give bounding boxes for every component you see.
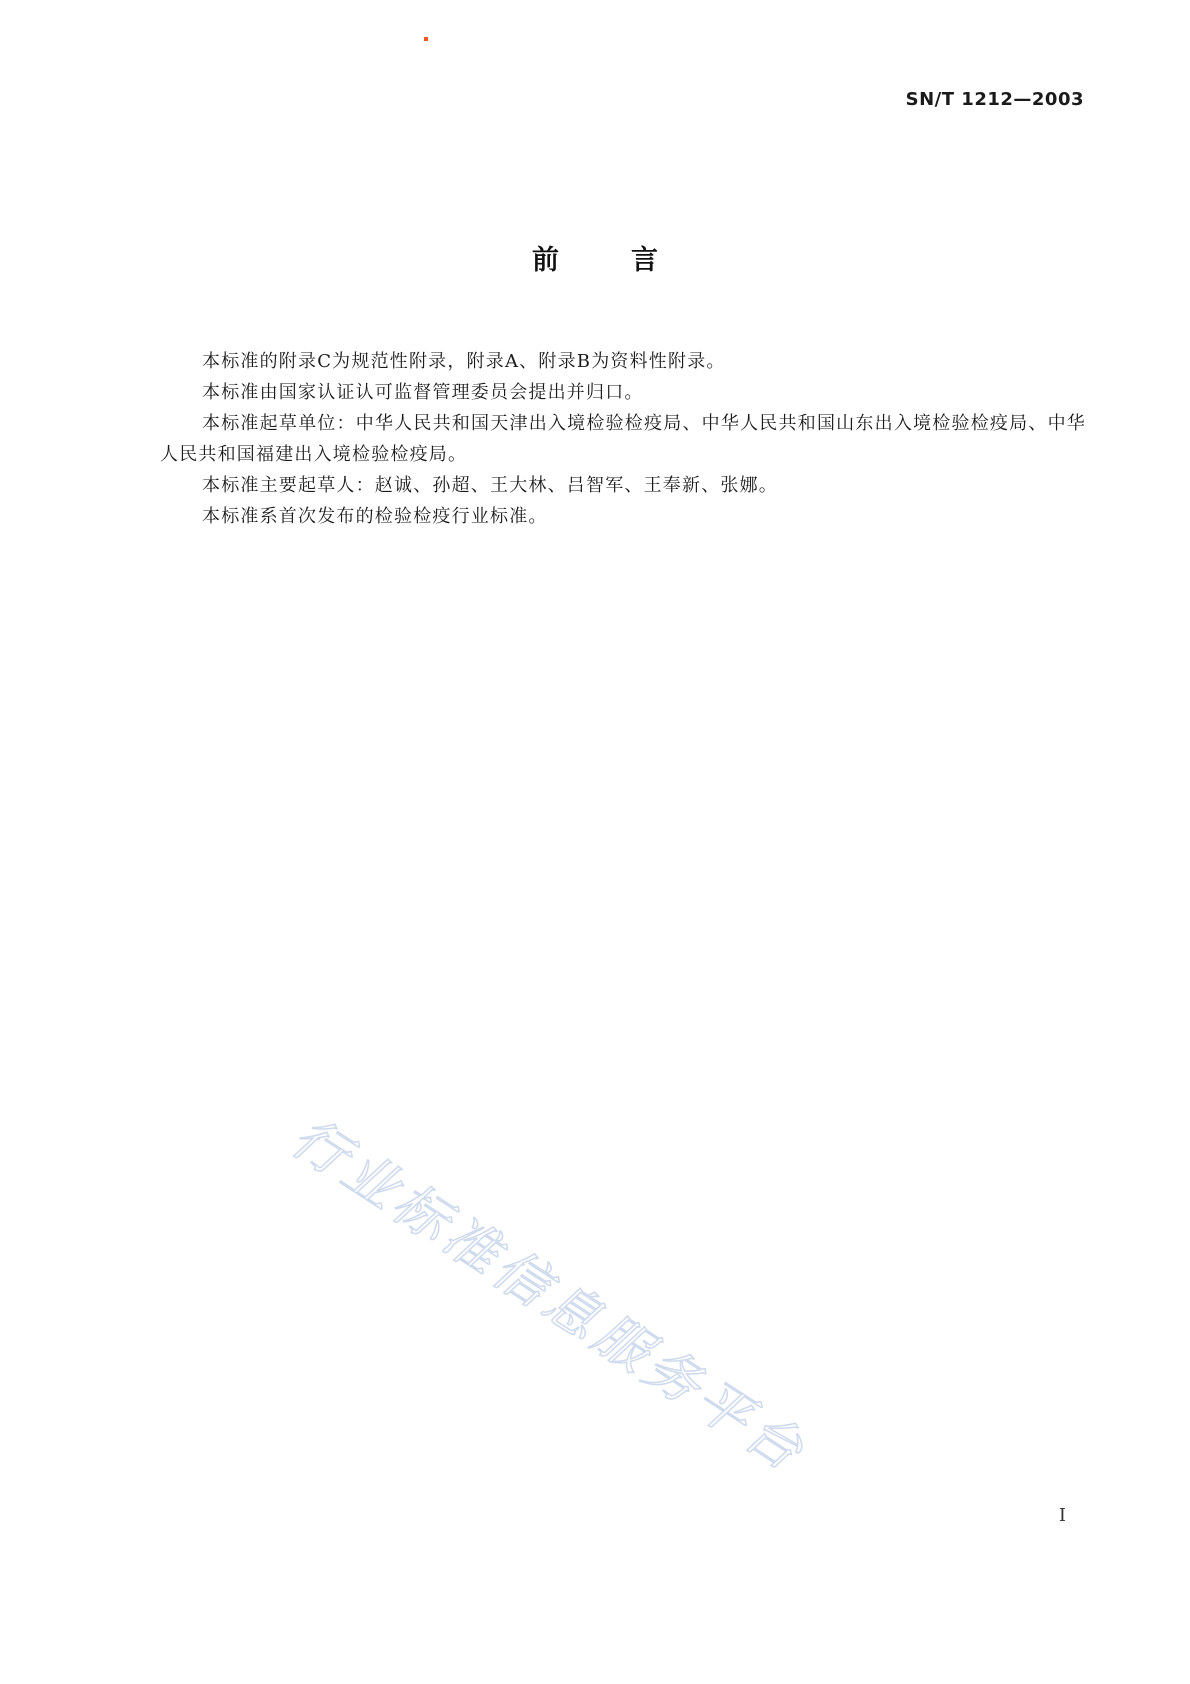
- preface-title: 前言: [532, 245, 730, 276]
- preface-paragraph: 本标准系首次发布的检验检疫行业标准。: [202, 506, 548, 527]
- standard-number: SN/T 1212—2003: [905, 89, 1084, 110]
- preface-paragraph: 本标准起草单位：中华人民共和国天津出入境检验检疫局、中华人民共和国山东出入境检验检疫局、中华人民共和国福建出入境检验检疫局。: [160, 413, 1086, 465]
- preface-body: [160, 346, 1086, 532]
- page-number: I: [1058, 1505, 1066, 1526]
- watermark: 行业标准信息服务平台: [280, 1105, 819, 1486]
- corner-mark: [424, 37, 428, 41]
- preface-paragraph: 本标准的附录C为规范性附录，附录A、附录B为资料性附录。: [202, 351, 726, 372]
- preface-paragraph: 本标准由国家认证认可监督管理委员会提出并归口。: [202, 382, 644, 403]
- preface-paragraph: 本标准主要起草人：赵诚、孙超、王大林、吕智军、王奉新、张娜。: [202, 475, 778, 496]
